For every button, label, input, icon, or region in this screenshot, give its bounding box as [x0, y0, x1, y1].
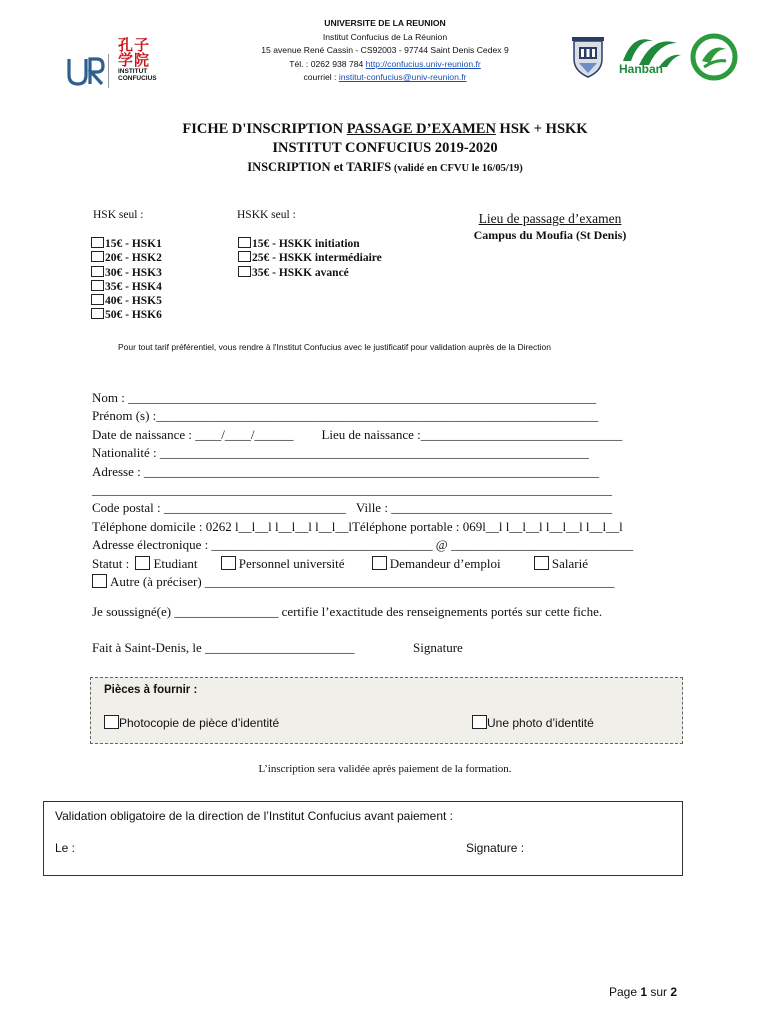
- email-field[interactable]: Adresse électronique : __________________________________ @ ____________________________: [92, 537, 633, 553]
- phone-fields[interactable]: Téléphone domicile : 0262 l__l__l l__l__l l__l__lTéléphone portable : 069l__l l__l__l l__l__l l__l__l: [92, 518, 623, 534]
- validation-date-label: Le :: [55, 841, 76, 855]
- title-underlined: PASSAGE D’EXAMEN: [346, 121, 496, 137]
- exam-location: [440, 211, 660, 243]
- other-status-field[interactable]: Autre (à préciser) _______________________________________________________________: [110, 573, 615, 589]
- direction-validation-box: [43, 801, 683, 876]
- postal-code-field[interactable]: Code postal : ____________________________: [92, 500, 346, 516]
- email-line: [200, 71, 570, 85]
- hskk-option[interactable]: [238, 266, 382, 280]
- hanban-logo: [619, 31, 685, 81]
- hsk-option[interactable]: [91, 308, 162, 322]
- hsk-option[interactable]: [91, 251, 162, 265]
- checkbox[interactable]: [91, 308, 104, 319]
- phone-website-line: [200, 58, 570, 72]
- checkbox[interactable]: [238, 251, 251, 262]
- hsk-option[interactable]: [91, 280, 162, 294]
- hsk-price-list: [91, 237, 162, 323]
- hskk-option-label: 15€ - HSKK initiation: [252, 238, 360, 250]
- postal-city-row: [92, 499, 692, 517]
- hsk-option-label: 15€ - HSK1: [105, 238, 162, 250]
- hsk-option[interactable]: [91, 237, 162, 251]
- exam-location-heading: Lieu de passage d’examen: [478, 211, 622, 226]
- checkbox[interactable]: [91, 237, 104, 248]
- validation-note: L’inscription sera validée après paiement de la formation.: [258, 763, 512, 775]
- hskk-option[interactable]: [238, 251, 382, 265]
- hsk-option-label: 50€ - HSK6: [105, 309, 162, 322]
- hsk-option-label: 20€ - HSK2: [105, 252, 162, 265]
- birthplace-field[interactable]: Lieu de naissance :_______________________________: [321, 426, 623, 442]
- checkbox[interactable]: [472, 715, 487, 729]
- website-link[interactable]: http://confucius.univ-reunion.fr: [365, 58, 481, 69]
- hanban-wordmark: Hanban: [619, 62, 664, 76]
- status-checkbox-other[interactable]: [92, 574, 107, 588]
- checkbox[interactable]: [238, 237, 251, 248]
- tarifs-heading-note: (validé en CFVU le 16/05/19): [391, 163, 523, 174]
- status-checkbox-jobseeker[interactable]: [372, 556, 387, 570]
- city-field[interactable]: Ville : __________________________________: [355, 500, 613, 516]
- hskk-price-list: [238, 237, 382, 280]
- status-checkbox-student[interactable]: [135, 556, 150, 570]
- document-option-photo[interactable]: [472, 715, 594, 730]
- confucius-label: INSTITUT CONFUCIUS: [118, 68, 157, 82]
- institution-header: [200, 17, 570, 85]
- status-option-label: Personnel université: [238, 555, 345, 571]
- hsk-option-label: 40€ - HSK5: [105, 295, 162, 308]
- institute-address: 15 avenue René Cassin - CS92003 - 97744 Saint Denis Cedex 9: [261, 45, 509, 55]
- hskk-option-label: 25€ - HSKK intermédiaire: [252, 252, 382, 265]
- required-documents-heading: Pièces à fournir :: [104, 684, 198, 696]
- hsk-option[interactable]: [91, 266, 162, 280]
- signature-label: Signature: [413, 640, 463, 655]
- hsk-option-label: 30€ - HSK3: [105, 266, 162, 279]
- date-of-birth-field[interactable]: Date de naissance : ____/____/______: [92, 426, 294, 442]
- validation-box-title: Validation obligatoire de la direction de l’Institut Confucius avant paiement :: [55, 809, 454, 823]
- confucius-institute-logo: [118, 38, 166, 90]
- phone-text: Tél. : 0262 938 784: [289, 58, 366, 69]
- hskk-option-label: 35€ - HSKK avancé: [252, 266, 349, 279]
- checkbox[interactable]: [91, 266, 104, 277]
- title-prefix: FICHE D'INSCRIPTION: [182, 121, 347, 137]
- checkbox[interactable]: [238, 266, 251, 277]
- status-checkbox-employee[interactable]: [534, 556, 549, 570]
- hsk-option-label: 35€ - HSK4: [105, 280, 162, 293]
- hskk-heading: HSKK seul :: [237, 209, 296, 221]
- hsk-heading: HSK seul :: [93, 209, 144, 221]
- tarifs-heading: [90, 160, 680, 175]
- other-status-row: [92, 573, 692, 591]
- checkbox[interactable]: [91, 294, 104, 305]
- email-link[interactable]: institut-confucius@univ-reunion.fr: [338, 72, 467, 82]
- birth-row: [92, 426, 692, 444]
- required-documents-box: [90, 677, 683, 744]
- page-prefix: Page: [609, 985, 641, 999]
- address-line-2-field[interactable]: ________________________________________________________________________________: [92, 481, 612, 497]
- title-suffix: HSK + HSKK: [495, 121, 588, 137]
- ur-logo: [66, 53, 106, 89]
- tarifs-heading-main: INSCRIPTION et TARIFS: [247, 160, 392, 174]
- exam-location-place: Campus du Moufia (St Denis): [473, 228, 627, 242]
- place-date-field[interactable]: Fait à Saint-Denis, le _______________________: [92, 640, 355, 655]
- first-name-field[interactable]: Prénom (s) :____________________________________________________________________: [92, 408, 599, 424]
- nationality-field[interactable]: Nationalité : __________________________________________________________________: [92, 445, 589, 461]
- status-option-label: Demandeur d’emploi: [389, 555, 501, 571]
- status-row: [92, 555, 692, 573]
- document-option-id-copy[interactable]: [104, 715, 279, 730]
- document-option-label: Photocopie de pièce d’identité: [119, 716, 280, 730]
- confucius-chinese-characters: 孔子学院: [118, 36, 151, 69]
- address-field[interactable]: Adresse : ______________________________________________________________________: [92, 463, 599, 479]
- checkbox[interactable]: [91, 251, 104, 262]
- current-page: 1: [640, 985, 648, 999]
- checkbox[interactable]: [91, 280, 104, 291]
- status-option-label: Etudiant: [153, 555, 198, 571]
- last-name-field[interactable]: Nom : ________________________________________________________________________: [92, 390, 597, 405]
- status-option-label: Salarié: [551, 555, 588, 571]
- institute-name: Institut Confucius de La Réunion: [322, 31, 448, 42]
- checkbox[interactable]: [104, 715, 119, 729]
- form-title: [90, 121, 680, 138]
- email-prefix: courriel :: [303, 72, 339, 82]
- status-checkbox-staff[interactable]: [221, 556, 236, 570]
- document-option-label: Une photo d’identité: [487, 716, 594, 730]
- page-number: [609, 985, 677, 999]
- form-subtitle: INSTITUT CONFUCIUS 2019-2020: [272, 140, 498, 156]
- logo-divider: [108, 54, 109, 88]
- registration-form: [92, 389, 692, 591]
- page-separator: sur: [647, 985, 671, 999]
- validation-signature-label: Signature :: [466, 841, 525, 855]
- total-pages: 2: [670, 985, 678, 999]
- hanban-circle-logo: [690, 33, 738, 81]
- hsk-option[interactable]: [91, 294, 162, 308]
- university-name: UNIVERSITE DE LA REUNION: [324, 18, 446, 28]
- status-label: Statut :: [92, 555, 130, 571]
- preferential-rate-note: Pour tout tarif préférentiel, vous rendre à l'Institut Confucius avec le justificatif pour validation auprès de la Direction: [118, 342, 551, 352]
- certification-statement[interactable]: Je soussigné(e) ________________ certifie l’exactitude des renseignements portés sur cette fiche.: [92, 604, 603, 619]
- university-crest-logo: [570, 35, 606, 79]
- hskk-option[interactable]: [238, 237, 382, 251]
